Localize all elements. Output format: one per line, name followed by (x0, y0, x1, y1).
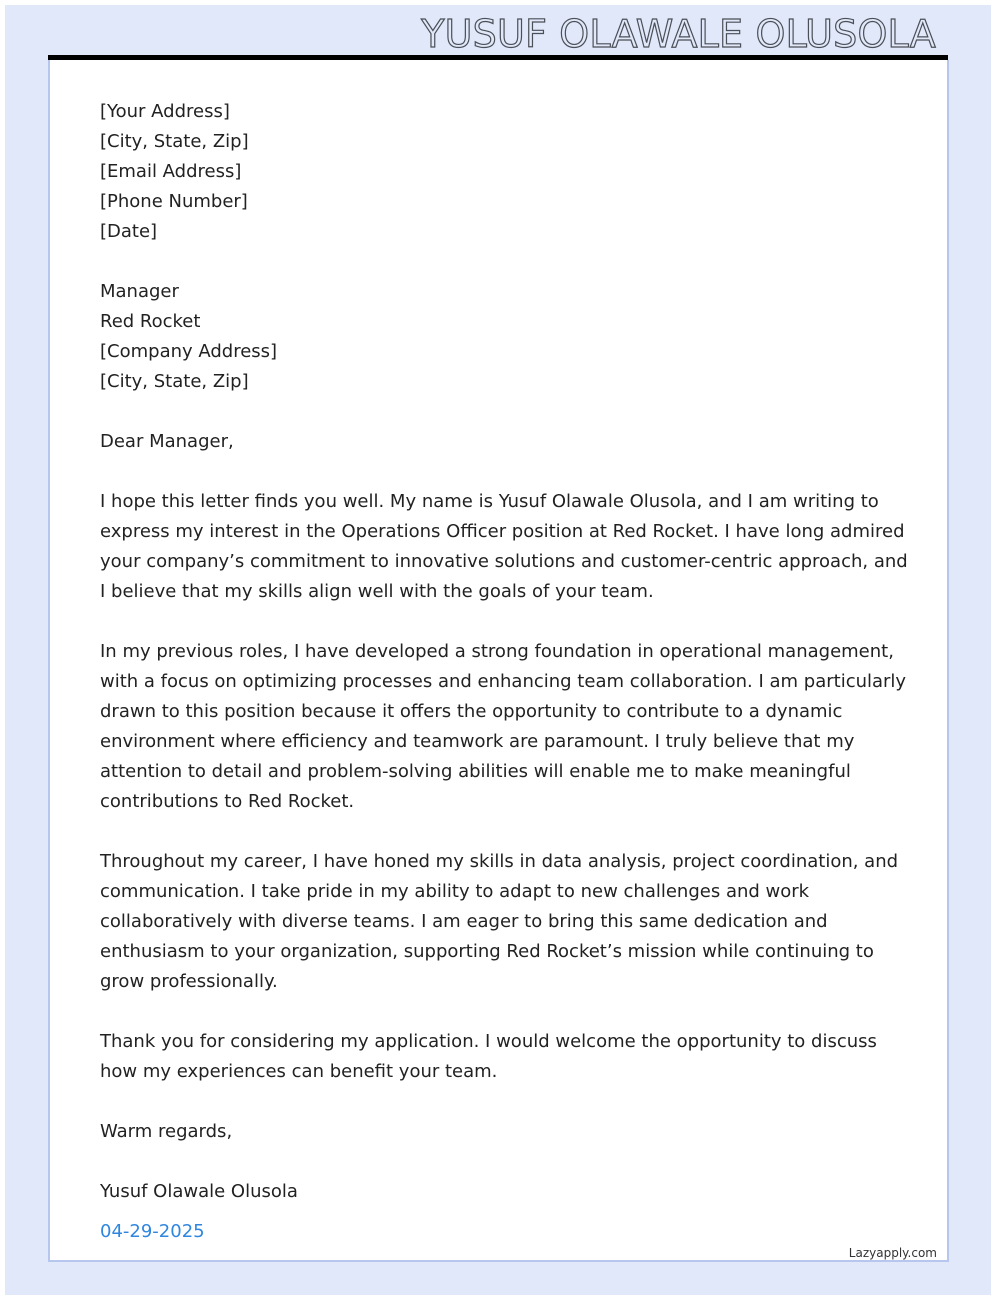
sender-address: [Your Address] (100, 101, 230, 122)
recipient-block (100, 277, 900, 397)
sender-block (100, 97, 900, 247)
paragraph-line: how my experiences can benefit your team. (100, 1061, 498, 1082)
spacer (100, 397, 900, 427)
applicant-name-header: YUSUF OLAWALE OLUSOLA (421, 12, 936, 56)
paragraph-line: I hope this letter finds you well. My name is Yusuf Olawale Olusola, and I am writing to (100, 491, 879, 512)
paragraph-line: communication. I take pride in my ability to adapt to new challenges and work (100, 881, 810, 902)
paragraph-line: Throughout my career, I have honed my skills in data analysis, project coordination, and (100, 851, 899, 872)
paragraph-intro (100, 487, 908, 607)
paragraph-line: drawn to this position because it offers the opportunity to contribute to a dynamic (100, 701, 843, 722)
paragraph-skills (100, 847, 900, 997)
paragraph-line: attention to detail and problem-solving abilities will enable me to make meaningful (100, 761, 851, 782)
watermark: Lazyapply.com (848, 1246, 937, 1260)
spacer (100, 457, 900, 487)
sender-date: [Date] (100, 221, 158, 242)
paragraph-line: In my previous roles, I have developed a strong foundation in operational management, (100, 641, 894, 662)
paragraph-line: with a focus on optimizing processes and enhancing team collaboration. I am particularly (100, 671, 907, 692)
paragraph-line: Thank you for considering my application. I would welcome the opportunity to discuss (100, 1031, 877, 1052)
spacer (100, 1147, 900, 1177)
paragraph-line: grow professionally. (100, 971, 278, 992)
footer-date: 04-29-2025 (100, 1221, 205, 1242)
spacer (100, 247, 900, 277)
paragraph-closing (100, 1027, 900, 1087)
paragraph-line: collaboratively with diverse teams. I am eager to bring this same dedication and (100, 911, 828, 932)
spacer (100, 1207, 900, 1217)
paragraph-line: environment where efficiency and teamwork are paramount. I truly believe that my (100, 731, 855, 752)
recipient-address: [Company Address] (100, 341, 278, 362)
paragraph-line: express my interest in the Operations Officer position at Red Rocket. I have long admired (100, 521, 905, 542)
sender-email: [Email Address] (100, 161, 242, 182)
recipient-company: Red Rocket (100, 311, 201, 332)
paragraph-line: I believe that my skills align well with the goals of your team. (100, 581, 654, 602)
letter-body (100, 97, 908, 1247)
recipient-city-state-zip: [City, State, Zip] (100, 371, 249, 392)
sender-phone: [Phone Number] (100, 191, 248, 212)
sender-city-state-zip: [City, State, Zip] (100, 131, 249, 152)
closing: Warm regards, (100, 1121, 233, 1142)
recipient-title: Manager (100, 281, 179, 302)
paragraph-line: contributions to Red Rocket. (100, 791, 355, 812)
signature: Yusuf Olawale Olusola (100, 1181, 298, 1202)
paragraph-experience (100, 637, 907, 817)
salutation: Dear Manager, (100, 431, 234, 452)
paragraph-line: your company’s commitment to innovative solutions and customer-centric approach, and (100, 551, 908, 572)
paragraph-line: enthusiasm to your organization, supporting Red Rocket’s mission while continuing to (100, 941, 874, 962)
